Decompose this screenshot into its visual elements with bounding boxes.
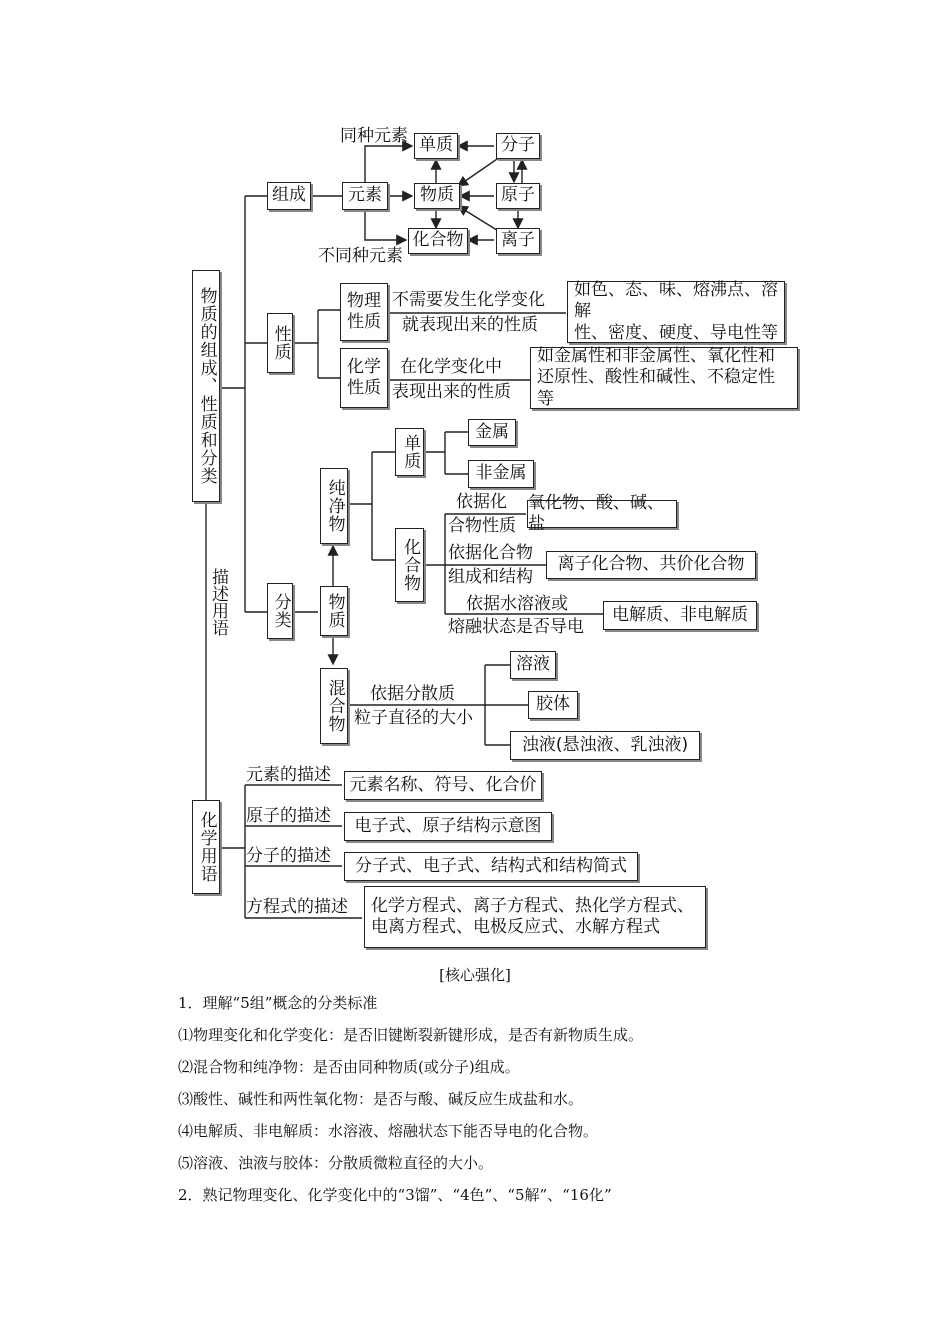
paragraph-7: 2．熟记物理变化、化学变化中的“3馏”、“4色”、“5解”、“16化” (178, 1186, 612, 1204)
basis-2-line-2: 组成和结构 (448, 567, 533, 587)
basis-4-line-2: 粒子直径的大小 (354, 708, 473, 728)
equation-items-2: 电离方程式、电极反应式、水解方程式 (371, 917, 660, 937)
pure-substance-box: 纯净物 (320, 468, 348, 544)
suspension-box: 浊液(悬浊液、乳浊液) (510, 731, 700, 760)
basis-3-line-2: 熔融状态是否导电 (448, 617, 584, 637)
metal-box: 金属 (468, 419, 516, 446)
molecule-items-box: 分子式、电子式、结构式和结构简式 (344, 852, 638, 881)
molecule-desc-label: 分子的描述 (246, 846, 331, 866)
basis-3-line-1: 依据水溶液或 (466, 594, 568, 614)
chemical-desc-1: 在化学变化中 (400, 357, 502, 377)
class-simple-box: 单质 (395, 428, 424, 476)
paragraph-2: ⑴物理变化和化学变化：是否旧键断裂新键形成，是否有新物质生成。 (178, 1026, 644, 1044)
physical-examples-1: 如色、态、味、熔沸点、溶解 (574, 280, 778, 322)
basis-1-line-2: 合物性质 (448, 516, 516, 536)
composition-branch: 组成 (267, 182, 311, 210)
root-box: 物质的组成、性质和分类 (192, 270, 220, 502)
colloid-box: 胶体 (528, 691, 578, 719)
physical-desc-2: 就表现出来的性质 (402, 315, 538, 335)
substance-box: 物质 (414, 183, 460, 209)
basis-4-line-1: 依据分散质 (370, 684, 455, 704)
result-1-box: 氧化物、酸、碱、盐 (527, 500, 677, 528)
chemical-examples-box (530, 347, 798, 409)
equation-desc-label: 方程式的描述 (246, 897, 348, 917)
physical-property-label: 物理性质 (347, 290, 381, 332)
atom-box: 原子 (496, 183, 540, 209)
chem-terms-box: 化学用语 (192, 800, 220, 894)
result-2-box: 离子化合物、共价化合物 (546, 551, 756, 579)
same-element-label: 同种元素 (340, 126, 408, 146)
atom-desc-label: 原子的描述 (246, 806, 331, 826)
compound-box: 化合物 (408, 228, 468, 254)
classification-branch: 分类 (267, 583, 293, 639)
chemical-examples-1: 如金属性和非金属性、氧化性和 (537, 346, 775, 367)
paragraph-6: ⑸溶液、浊液与胶体：分散质微粒直径的大小。 (178, 1154, 494, 1172)
ion-box: 离子 (496, 228, 540, 254)
element-desc-label: 元素的描述 (246, 765, 331, 785)
basis-1-line-1: 依据化 (456, 492, 507, 512)
nonmetal-box: 非金属 (468, 460, 534, 488)
class-compound-box: 化合物 (395, 528, 424, 602)
solution-box: 溶液 (510, 651, 556, 679)
paragraph-1: 1．理解“5组”概念的分类标准 (178, 994, 378, 1012)
section-caption: [核心强化] (439, 966, 511, 984)
paragraph-3: ⑵混合物和纯净物：是否由同种物质(或分子)组成。 (178, 1058, 520, 1076)
physical-property-box (340, 283, 388, 341)
class-substance-box: 物质 (320, 586, 348, 636)
properties-branch: 性质 (267, 313, 293, 373)
chemical-examples-2: 还原性、酸性和碱性、不稳定性等 (537, 367, 775, 409)
result-3-box: 电解质、非电解质 (603, 601, 757, 630)
molecule-box: 分子 (496, 133, 540, 159)
paragraph-4: ⑶酸性、碱性和两性氧化物：是否与酸、碱反应生成盐和水。 (178, 1090, 584, 1108)
diff-element-label: 不同种元素 (318, 246, 403, 266)
chemical-desc-2: 表现出来的性质 (392, 382, 511, 402)
equation-items-box (364, 886, 706, 948)
paragraph-5: ⑷电解质、非电解质：水溶液、熔融状态下能否导电的化合物。 (178, 1122, 599, 1140)
equation-items-1: 化学方程式、离子方程式、热化学方程式、 (371, 895, 694, 916)
atom-items-box: 电子式、原子结构示意图 (344, 812, 552, 841)
physical-examples-box (567, 281, 785, 343)
chemical-property-box (340, 348, 388, 408)
simple-substance-box: 单质 (414, 133, 458, 159)
mixture-box: 混合物 (320, 668, 348, 744)
physical-examples-2: 性、密度、硬度、导电性等 (574, 322, 778, 343)
basis-2-line-1: 依据化合物 (448, 543, 533, 563)
chemical-property-label: 化学性质 (347, 356, 381, 398)
describe-label: 描述用语 (208, 568, 228, 636)
physical-desc-1: 不需要发生化学变化 (392, 290, 545, 310)
element-box: 元素 (342, 182, 388, 210)
element-items-box: 元素名称、符号、化合价 (344, 771, 542, 800)
